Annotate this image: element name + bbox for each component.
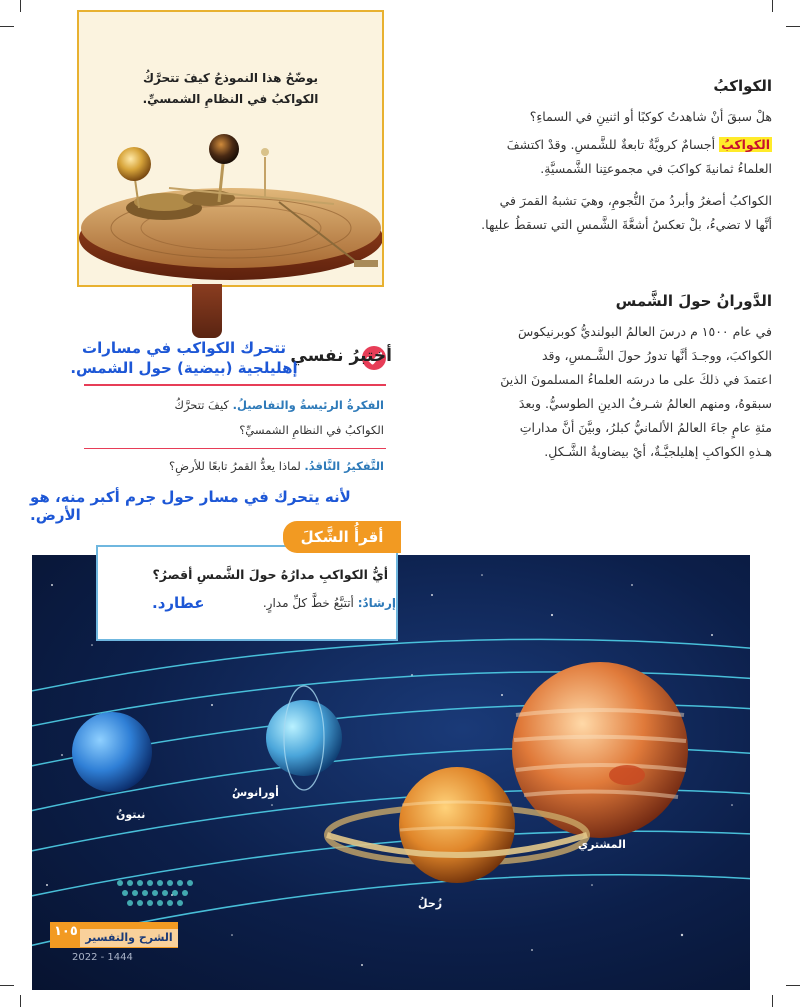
photo-caption <box>99 68 362 110</box>
crop-mark <box>786 26 800 27</box>
section-heading-orbit: الدَّورانُ حولَ الشَّمس <box>615 292 772 310</box>
divider-line <box>84 384 386 386</box>
planets-definition-line2: العلماءُ ثمانيةَ كواكبَ في مجموعتِنا الشَّمسيَّةِ. <box>540 161 772 176</box>
planets-question: هلْ سبقَ أنْ شاهدتُ كوكبًا أو اثنينِ في السماءِ؟ <box>529 109 772 124</box>
label-uranus: أورانوسُ <box>232 786 279 799</box>
crop-mark <box>20 995 21 1007</box>
question-critical-thinking <box>169 459 384 473</box>
crop-mark <box>786 985 800 986</box>
critical-thinking-label: التَّفكيرُ النَّاقدُ. <box>304 459 384 473</box>
hint-label: إرشادٌ: <box>357 596 396 610</box>
label-saturn: زُحلُ <box>418 897 443 910</box>
page-number: ١٠٥ <box>54 924 78 939</box>
orrery-pedestal <box>192 284 222 338</box>
orbit-line: هـذهِ الكواكبِ إهليلجيَّـةٌ، أيْ بيضاويةُ الشَّـكلِ. <box>544 444 772 459</box>
crop-mark <box>772 0 773 12</box>
read-figure-box <box>96 545 398 641</box>
footer-label: الشرح والتفسير <box>80 929 178 947</box>
question-main-idea-line2: الكواكبُ في النظامِ الشمسيِّ؟ <box>239 423 384 437</box>
planets-section <box>422 77 772 237</box>
orbit-section <box>422 292 772 464</box>
label-neptune: نبتونُ <box>116 808 146 821</box>
read-figure-hint <box>263 596 396 610</box>
critical-thinking-answer: لأنه يتحرك في مسار حول جرم أكبر منه، هو الأرض. <box>30 488 351 524</box>
orbit-line: مئةِ عامٍ جاءَ العالمُ الألمانيُّ كبلرُ، وبيَّنَ أنَّ مداراتِ <box>519 420 772 435</box>
orbit-line: الكواكبَ، ووجـدَ أنَّها تدورُ حولَ الشَّـمسِ، وقد <box>541 348 772 363</box>
read-figure-question: أيُّ الكواكبِ مدارُهُ حولَ الشَّمسِ أقصرُ؟ <box>152 567 388 582</box>
check-yourself-title: أختبرُ نفسي <box>290 346 392 366</box>
orbit-line: اعتمدَ في ذلكَ على ما درسَه العلماءُ المسلمونَ الذينَ <box>500 372 772 387</box>
crop-mark <box>0 985 14 986</box>
orrery-image <box>79 12 384 287</box>
divider-line <box>84 448 386 449</box>
label-jupiter: المشتري <box>578 838 626 851</box>
main-idea-text: كيفَ تتحرَّكُ <box>174 398 229 412</box>
planets-definition <box>422 133 772 157</box>
orbit-line: في عام ١٥٠٠ م درسَ العالمُ البولنديُّ كوبرنيكوسَ <box>517 324 772 339</box>
crop-mark <box>20 0 21 12</box>
check-answer-line1: تتحرك الكواكب في مسارات <box>82 339 286 357</box>
question-main-idea <box>174 398 384 412</box>
section-heading-planets: الكواكبُ <box>713 77 772 95</box>
check-answer-line2: إهليلجية (بيضية) حول الشمس. <box>70 359 298 377</box>
crop-mark <box>0 26 14 27</box>
read-figure-tab: أقرأُ الشَّكلَ <box>283 521 401 553</box>
planets-definition-text: أجسامٌ كرويَّةٌ تابعةٌ للشَّمسِ. وقدْ اكتشفَ <box>506 137 716 152</box>
main-idea-label: الفكرةُ الرئيسةُ والتفاصيلُ. <box>232 398 384 412</box>
planets-term-highlight: الكواكبُ <box>721 137 770 152</box>
hint-text: أتتبَّعُ خطَّ كلِّ مدارٍ. <box>262 596 354 610</box>
photo-caption-line1: يوضّحُ هذا النموذجُ كيفَ تتحرَّكُ <box>143 71 318 85</box>
photo-caption-line2: الكواكبُ في النظامِ الشمسيِّ. <box>142 92 319 106</box>
orbit-line: سبقوهُ، ومنهم العالمُ شـرفُ الدينِ الطوسيُّ. وبعدَ <box>518 396 772 411</box>
orrery-photo-frame <box>77 10 384 287</box>
critical-thinking-text: لماذا يعدُّ القمرُ تابعًا للأرضِ؟ <box>168 459 301 473</box>
planets-para2-line2: أنَّها لا تضيءُ، بلْ تعكسُ أشعَّةَ الشَّمسِ التي تسقطُ عليها. <box>481 217 772 232</box>
planets-para2-line1: الكواكبُ أصغرُ وأبردُ منَ النُّجومِ، وهيَ تشبهُ القمرَ في <box>499 193 772 208</box>
read-figure-answer: عطارد. <box>152 594 205 612</box>
footer-year: 2022 - 1444 <box>72 952 133 963</box>
crop-mark <box>772 995 773 1007</box>
ministry-logo-icon <box>114 877 200 911</box>
